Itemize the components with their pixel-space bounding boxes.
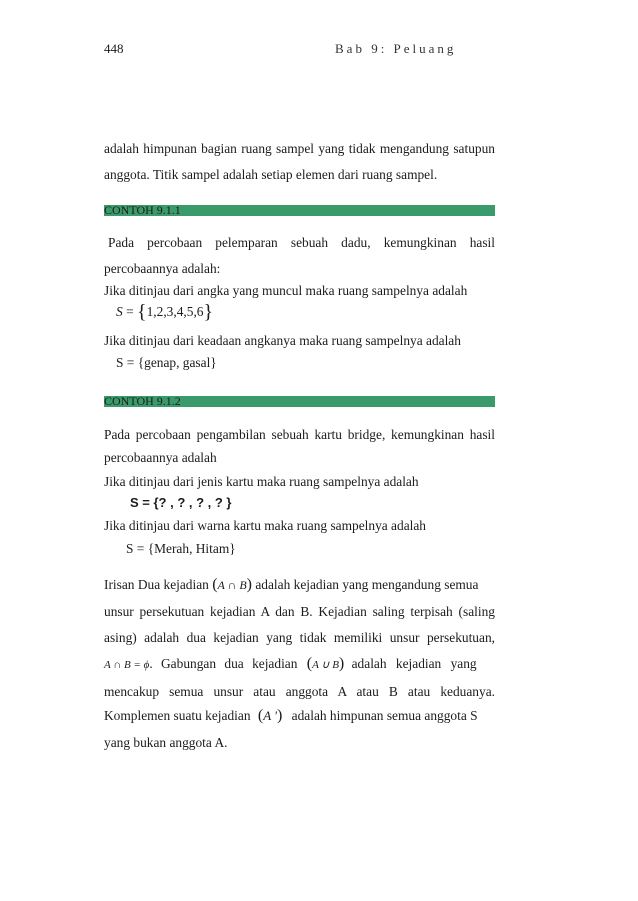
formula-symbol-s: S [116,304,123,319]
closing-line-5: mencakup semua unsur atau anggota A atau B atau keduanya. [104,684,495,699]
paren-close-2: ) [338,655,345,672]
example2-line-3: Jika ditinjau dari jenis kartu maka ruang sampelnya adalah [104,474,419,489]
formula-set: 1,2,3,4,5,6 [146,304,204,319]
example-heading-1-label: CONTOH 9.1.1 [104,203,181,217]
example1-formula [116,301,507,323]
paren-open-3: ( [257,707,264,724]
close-brace: } [203,301,214,323]
open-brace: { [136,301,147,323]
paren-open-1: ( [212,576,218,593]
example2-line-4: Jika ditinjau dari warna kartu maka ruang sampelnya adalah [104,518,426,533]
example1-line-4: Jika ditinjau dari keadaan angkanya maka ruang sampelnya adalah [104,333,461,348]
closing-l1-text-b: adalah kejadian yang mengandung semua [255,577,479,592]
paren-close-3: ) [276,707,283,724]
intro-line-1: adalah himpunan bagian ruang sampel yang tidak mengandung satupun [104,141,495,156]
intersection-expression: A ∩ B [217,578,247,592]
example2-line-1: Pada percobaan pengambilan sebuah kartu bridge, kemungkinan hasil [104,427,495,442]
example-heading-2 [104,396,495,407]
page-number: 448 [104,41,124,56]
example1-line-1: Pada percobaan pelemparan sebuah dadu, kemungkinan hasil [108,235,495,250]
paren-open-2: ( [306,655,313,672]
closing-line-4 [104,656,495,673]
closing-l4-text-a: . Gabungan dua kejadian [149,656,298,671]
paren-close-1: ) [246,576,252,593]
closing-l6-text-a: Komplemen suatu kejadian [104,708,251,723]
closing-line-2: unsur persekutuan kejadian A dan B. Kejadian saling terpisah (saling [104,604,495,619]
intro-line-2: anggota. Titik sampel adalah setiap elemen dari ruang sampel. [104,167,438,182]
closing-l6-text-b: adalah himpunan semua anggota S [291,708,478,723]
example2-line-2: percobaannya adalah [104,450,217,465]
closing-line-1 [104,577,495,593]
closing-line-3: asing) adalah dua kejadian yang tidak memiliki unsur persekutuan, [104,630,495,645]
complement-expression: A ' [263,708,277,723]
closing-l4-text-b: adalah kejadian yang [351,656,477,671]
closing-l1-text-a: Irisan Dua kejadian [104,577,209,592]
closing-line-6 [104,708,495,724]
example-heading-1 [104,205,495,216]
example2-formula-2: S = {Merah, Hitam} [126,541,236,556]
formula-equals: = [126,304,134,319]
closing-line-7: yang bukan anggota A. [104,735,228,750]
example2-formula-1: S = {? , ? , ? , ? } [130,495,232,510]
example-heading-2-label: CONTOH 9.1.2 [104,394,181,408]
union-expression: A ∪ B [312,659,339,671]
example1-line-3: Jika ditinjau dari angka yang muncul maka ruang sampelnya adalah [104,283,468,298]
example1-formula-2: S = {genap, gasal} [116,355,217,370]
example1-line-2: percobaannya adalah: [104,261,221,276]
chapter-title: Bab 9: Peluang [335,41,457,56]
disjoint-expression: A ∩ B = ϕ [104,659,150,671]
